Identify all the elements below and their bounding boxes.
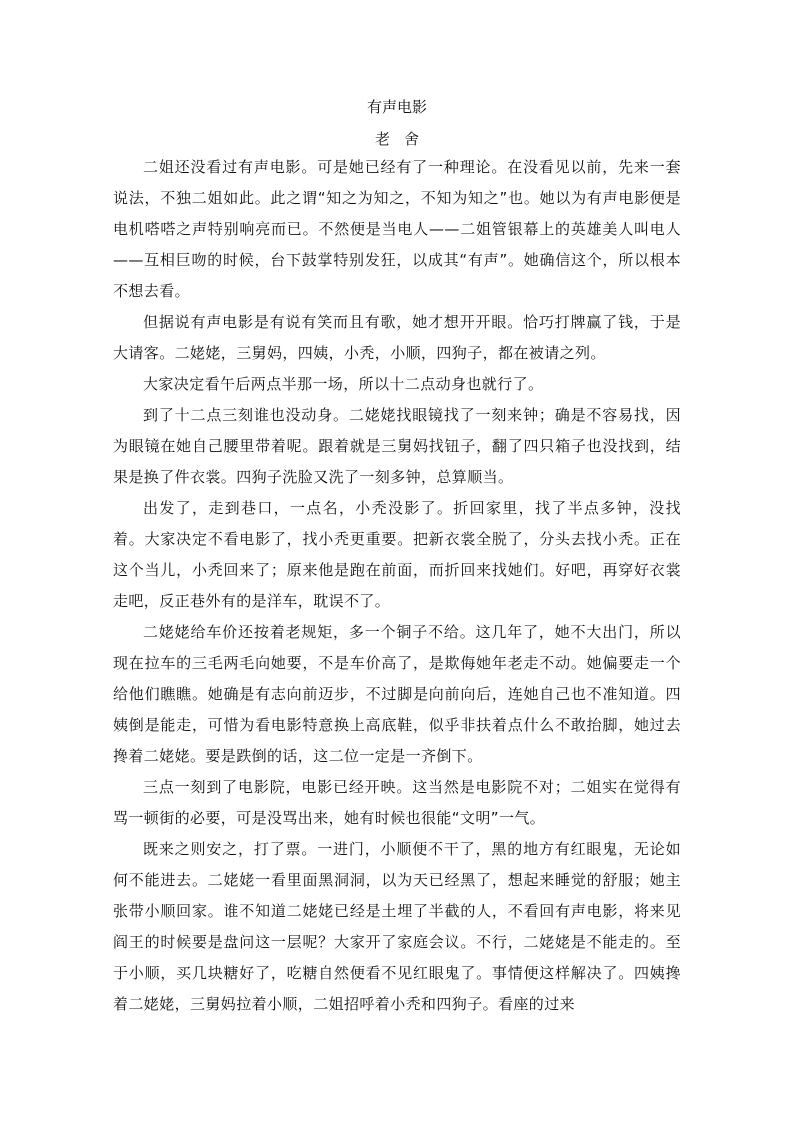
paragraph: 既来之则安之，打了票。一进门，小顺便不干了，黑的地方有红眼鬼，无论如何不能进去。二姥姥一看里面黑洞洞，以为天已经黑了，想起来睡觉的舒服；她主张带小顺回家。谁不知道二姥姥已经是土埋了半截的人，不看回有声电影，将来见阎王的时候要是盘问这一层呢？大家开了家庭会议。不行，二姥姥是不能走的。至于小顺，买几块糖好了，吃糖自然便看不见红眼鬼了。事情便这样解决了。四姨搀着二姥姥，三舅妈拉着小顺，二姐招呼着小秃和四狗子。看座的过来 (113, 840, 681, 1013)
article-author: 老舍 (374, 130, 433, 148)
paragraph: 二姐还没看过有声电影。可是她已经有了一种理论。在没看见以前，先来一套说法，不独二姐如此。此之谓“知之为知之，不知为知之”也。她以为有声电影便是电机嗒嗒之声特别响亮而已。不然便是当电人——二姐管银幕上的英雄美人叫电人——互相巨吻的时候，台下鼓掌特别发狂，以成其“有声”。她确信这个，所以根本不想去看。 (113, 158, 681, 300)
paragraph: 到了十二点三刻谁也没动身。二姥姥找眼镜找了一刻来钟；确是不容易找，因为眼镜在她自己腰里带着呢。跟着就是三舅妈找钮子，翻了四只箱子也没找到，结果是换了件衣裳。四狗子洗脸又洗了一刻多钟，总算顺当。 (113, 406, 681, 486)
paragraph: 二姥姥给车价还按着老规矩，多一个铜子不给。这几年了，她不大出门，所以现在拉车的三毛两毛向她要，不是车价高了，是欺侮她年老走不动。她偏要走一个给他们瞧瞧。她确是有志向前迈步，不过脚是向前向后，连她自己也不准知道。四姨倒是能走，可惜为看电影特意换上高底鞋，似乎非扶着点什么不敢抬脚，她过去搀着二姥姥。要是跌倒的话，这二位一定是一齐倒下。 (113, 623, 681, 765)
article-body (113, 152, 681, 1020)
paragraph: 出发了，走到巷口，一点名，小秃没影了。折回家里，找了半点多钟，没找着。大家决定不看电影了，找小秃更重要。把新衣裳全脱了，分头去找小秃。正在这个当儿，小秃回来了；原来他是跑在前面，而折回来找她们。好吧，再穿好衣裳走吧，反正巷外有的是洋车，耽误不了。 (113, 499, 681, 610)
article-title: 有声电影 (366, 98, 427, 116)
paragraph: 但据说有声电影是有说有笑而且有歌，她才想开开眼。恰巧打牌赢了钱，于是大请客。二姥姥，三舅妈，四姨，小秃，小顺，四狗子，都在被请之列。 (113, 313, 681, 362)
paragraph: 大家决定看午后两点半那一场，所以十二点动身也就行了。 (143, 375, 544, 393)
paragraph: 三点一刻到了电影院，电影已经开映。这当然是电影院不对；二姐实在觉得有骂一顿街的必要，可是没骂出来，她有时候也很能“文明”一气。 (113, 778, 681, 827)
